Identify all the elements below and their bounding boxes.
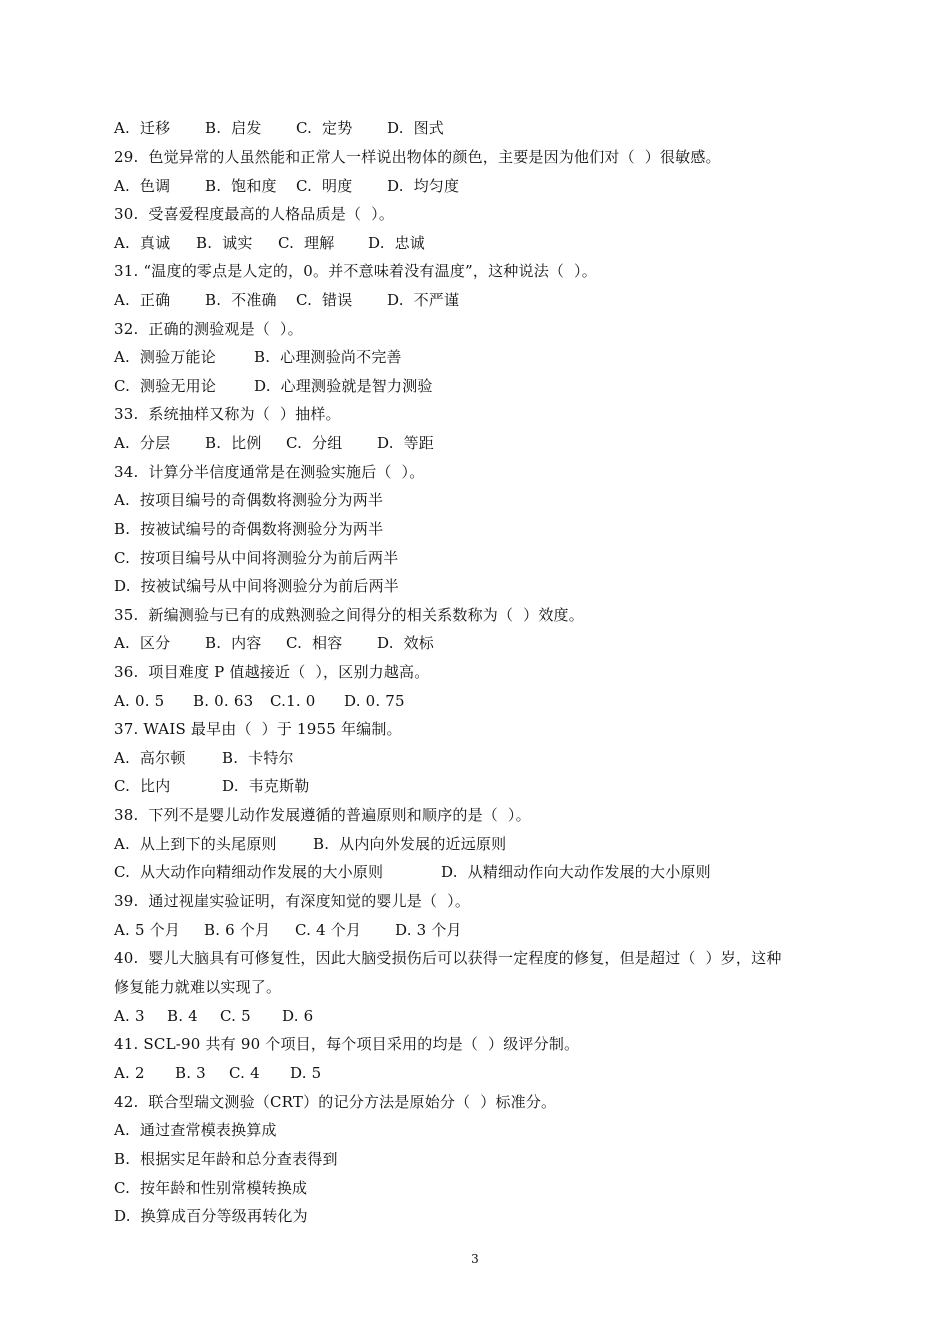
answer-option: C. 5	[220, 1007, 251, 1025]
answer-option: B. 根据实足年龄和总分查表得到	[114, 1150, 338, 1168]
answer-option: D. 均匀度	[387, 177, 460, 195]
answer-option: A. 测验万能论	[114, 348, 216, 366]
answer-option: C. 4	[229, 1064, 260, 1082]
answer-option: B. 0. 63	[193, 692, 254, 710]
answer-option: B. 从内向外发展的近远原则	[313, 835, 507, 853]
answer-option: A. 3	[114, 1007, 145, 1025]
answer-option: B. 卡特尔	[222, 749, 294, 767]
answer-option: D. 5	[290, 1064, 322, 1082]
text-line: 32. 正确的测验观是（ ）。	[114, 320, 303, 338]
answer-option: C. 理解	[278, 234, 335, 252]
answer-option: B. 不准确	[205, 291, 277, 309]
text-line: 34. 计算分半信度通常是在测验实施后（ ）。	[114, 463, 425, 481]
text-line: 修复能力就难以实现了。	[114, 978, 282, 996]
answer-option: D. 按被试编号从中间将测验分为前后两半	[114, 577, 399, 595]
answer-option: A. 正确	[114, 291, 171, 309]
answer-option: A. 迁移	[114, 119, 171, 137]
answer-option: C. 错误	[296, 291, 353, 309]
answer-option: D. 换算成百分等级再转化为	[114, 1207, 308, 1225]
answer-option: C. 按年龄和性别常模转换成	[114, 1179, 308, 1197]
answer-option: A. 通过查常模表换算成	[114, 1121, 277, 1139]
answer-option: C. 定势	[296, 119, 353, 137]
answer-option: D. 效标	[377, 634, 434, 652]
page-number: 3	[471, 1252, 479, 1266]
answer-option: B. 心理测验尚不完善	[254, 348, 402, 366]
text-line: 39. 通过视崖实验证明，有深度知觉的婴儿是（ ）。	[114, 892, 471, 910]
text-line: 33. 系统抽样又称为（ ）抽样。	[114, 405, 341, 423]
answer-option: C. 比内	[114, 777, 171, 795]
answer-option: C. 相容	[286, 634, 343, 652]
answer-option: D. 忠诚	[368, 234, 425, 252]
answer-option: B. 启发	[205, 119, 262, 137]
answer-option: C. 从大动作向精细动作发展的大小原则	[114, 863, 384, 881]
text-line: 35. 新编测验与已有的成熟测验之间得分的相关系数称为（ ）效度。	[114, 606, 584, 624]
answer-option: C. 按项目编号从中间将测验分为前后两半	[114, 549, 399, 567]
answer-option: A. 按项目编号的奇偶数将测验分为两半	[114, 491, 384, 509]
answer-option: B. 4	[167, 1007, 198, 1025]
text-line: 30. 受喜爱程度最高的人格品质是（ ）。	[114, 205, 395, 223]
answer-option: C.1. 0	[270, 692, 316, 710]
answer-option: C. 明度	[296, 177, 353, 195]
text-line: 41. SCL-90 共有 90 个项目，每个项目采用的均是（ ）级评分制。	[114, 1035, 580, 1053]
answer-option: D. 从精细动作向大动作发展的大小原则	[441, 863, 711, 881]
answer-option: A. 2	[114, 1064, 145, 1082]
answer-option: D. 3 个月	[395, 921, 462, 939]
text-line: 38. 下列不是婴儿动作发展遵循的普遍原则和顺序的是（ ）。	[114, 806, 531, 824]
answer-option: D. 图式	[387, 119, 444, 137]
answer-option: D. 心理测验就是智力测验	[254, 377, 433, 395]
text-line: 37. WAIS 最早由（ ）于 1955 年编制。	[114, 720, 402, 738]
answer-option: A. 区分	[114, 634, 171, 652]
text-line: 40. 婴儿大脑具有可修复性，因此大脑受损伤后可以获得一定程度的修复，但是超过（ ）岁，这种	[114, 949, 782, 967]
answer-option: C. 4 个月	[295, 921, 362, 939]
answer-option: A. 高尔顿	[114, 749, 186, 767]
answer-option: D. 0. 75	[344, 692, 405, 710]
answer-option: B. 按被试编号的奇偶数将测验分为两半	[114, 520, 384, 538]
answer-option: A. 从上到下的头尾原则	[114, 835, 277, 853]
answer-option: A. 色调	[114, 177, 171, 195]
answer-option: A. 分层	[114, 434, 171, 452]
text-line: 29. 色觉异常的人虽然能和正常人一样说出物体的颜色，主要是因为他们对（ ）很敏感。	[114, 148, 721, 166]
answer-option: A. 0. 5	[114, 692, 165, 710]
answer-option: D. 6	[282, 1007, 314, 1025]
answer-option: C. 测验无用论	[114, 377, 217, 395]
answer-option: A. 5 个月	[114, 921, 181, 939]
answer-option: D. 等距	[377, 434, 434, 452]
answer-option: D. 韦克斯勒	[222, 777, 310, 795]
text-line: 42. 联合型瑞文测验（CRT）的记分方法是原始分（ ）标准分。	[114, 1093, 557, 1111]
answer-option: B. 比例	[205, 434, 262, 452]
answer-option: A. 真诚	[114, 234, 171, 252]
text-line: 31. “温度的零点是人定的，0。并不意味着没有温度”，这种说法（ ）。	[114, 262, 597, 280]
answer-option: B. 6 个月	[204, 921, 271, 939]
answer-option: B. 内容	[205, 634, 262, 652]
text-line: 36. 项目难度 P 值越接近（ ），区别力越高。	[114, 663, 430, 681]
answer-option: C. 分组	[286, 434, 343, 452]
answer-option: B. 3	[175, 1064, 206, 1082]
answer-option: B. 饱和度	[205, 177, 277, 195]
answer-option: B. 诚实	[196, 234, 253, 252]
answer-option: D. 不严谨	[387, 291, 460, 309]
